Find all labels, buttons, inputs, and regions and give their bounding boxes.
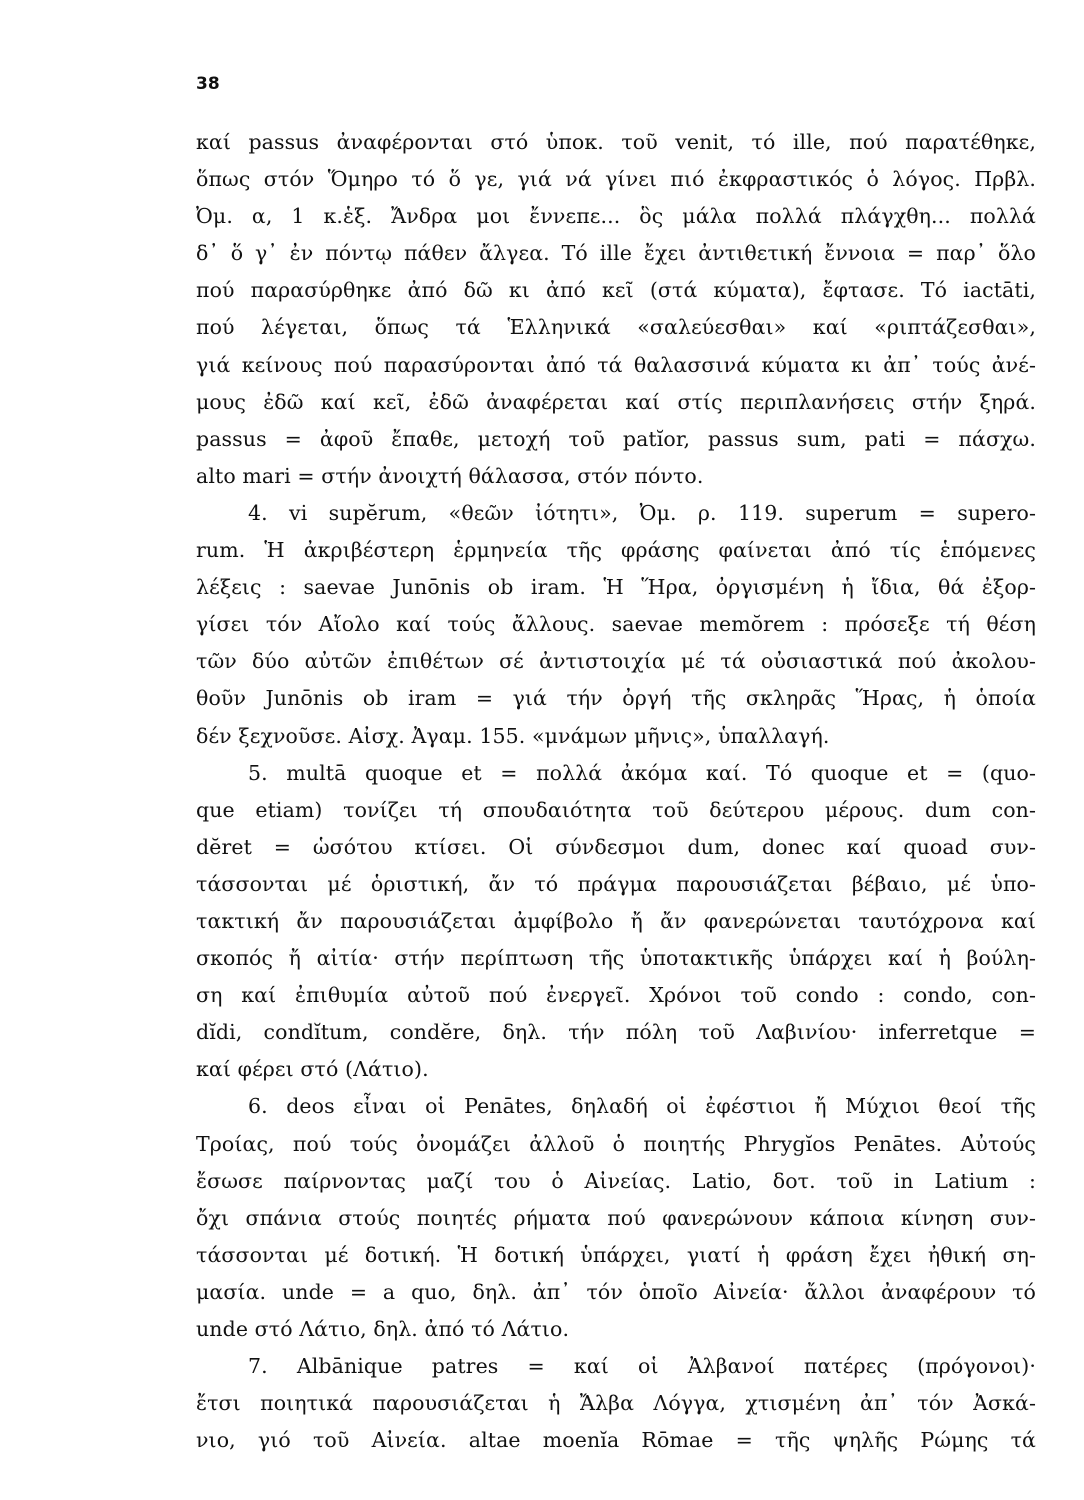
text-line: τακτική ἄν παρουσιάζεται ἀμφίβολο ἤ ἄν φανερώνεται ταυτόχρονα καί: [196, 908, 1036, 933]
text-line: τάσσονται μέ δοτική. Ἡ δοτική ὑπάρχει, γιατί ἡ φράση ἔχει ἠθική ση-: [196, 1242, 1036, 1267]
text-line: καί passus ἀναφέρονται στό ὑποκ. τοῦ venit, τό ille, πού παρατέθηκε,: [196, 130, 1036, 154]
text-line: ση καί ἐπιθυμία αὐτοῦ πού ἐνεργεῖ. Χρόνοι τοῦ condo : condo, con-: [196, 983, 1036, 1008]
text-line: que etiam) τονίζει τή σπουδαιότητα τοῦ δεύτερου μέρους. dum con-: [196, 797, 1036, 822]
text-line: γίσει τόν Αἴολο καί τούς ἄλλους. saevae memŏrem : πρόσεξε τή θέση: [196, 612, 1036, 637]
text-line: λέξεις : saevae Junōnis ob iram. Ἡ Ἥρα, ὀργισμένη ἡ ἴδια, θά ἐξορ-: [196, 575, 1036, 600]
text-line: passus = ἀφοῦ ἔπαθε, μετοχή τοῦ patĭor, passus sum, pati = πάσχω.: [196, 426, 1036, 451]
body-text: [196, 124, 1036, 1459]
text-line: πού παρασύρθηκε ἀπό δῶ κι ἀπό κεῖ (στά κύματα), ἔφτασε. Τό iactāti,: [196, 278, 1036, 303]
text-line: alto mari = στήν ἀνοιχτή θάλασσα, στόν πόντο.: [196, 463, 704, 488]
text-line: δέν ξεχνοῦσε. Αἰσχ. Ἀγαμ. 155. «μνάμων μῆνις», ὑπαλλαγή.: [196, 723, 830, 748]
text-line: μασία. unde = a quo, δηλ. ἀπ᾽ τόν ὁποῖο Αἰνεία· ἄλλοι ἀναφέρουν τό: [196, 1279, 1036, 1304]
text-line: dĕret = ὡσότου κτίσει. Οἱ σύνδεσμοι dum, donec καί quoad συν-: [196, 834, 1036, 859]
text-line: dĭdi, condĭtum, condĕre, δηλ. τήν πόλη τοῦ Λαβινίου· inferretque =: [196, 1020, 1036, 1045]
text-line: rum. Ἡ ἀκριβέστερη ἑρμηνεία τῆς φράσης φαίνεται ἀπό τίς ἑπόμενες: [196, 538, 1036, 563]
text-line: μους ἐδῶ καί κεῖ, ἐδῶ ἀναφέρεται καί στίς περιπλανήσεις στήν ξηρά.: [196, 389, 1036, 414]
text-line: γιά κείνους πού παρασύρονται ἀπό τά θαλασσινά κύματα κι ἀπ᾽ τούς ἀνέ-: [196, 352, 1036, 377]
text-line: δ᾽ ὅ γ᾽ ἐν πόντῳ πάθεν ἄλγεα. Τό ille ἔχει ἀντιθετική ἔννοια = παρ᾽ ὅλο: [196, 241, 1036, 266]
text-line: νιο, γιό τοῦ Αἰνεία. altae moenĭa Rōmae = τῆς ψηλῆς Ρώμης τά: [196, 1428, 1036, 1453]
text-line: καί φέρει στό (Λάτιο).: [196, 1057, 429, 1082]
text-line: πού λέγεται, ὅπως τά Ἑλληνικά «σαλεύεσθαι» καί «ριπτάζεσθαι»,: [196, 315, 1036, 340]
text-line: ἔσωσε παίρνοντας μαζί του ὁ Αἰνείας. Latio, δοτ. τοῦ in Latium :: [196, 1168, 1036, 1193]
text-line: ὄχι σπάνια στούς ποιητές ρήματα πού φανερώνουν κάποια κίνηση συν-: [196, 1205, 1036, 1230]
text-line: Ὀμ. α, 1 κ.ἑξ. Ἄνδρα μοι ἔννεπε... ὃς μάλα πολλά πλάγχθη... πολλά: [196, 204, 1036, 229]
page-number: 38: [196, 74, 220, 94]
text-line: σκοπός ἤ αἰτία· στήν περίπτωση τῆς ὑποτακτικῆς ὑπάρχει καί ἡ βούλη-: [196, 946, 1036, 971]
text-line: Τροίας, πού τούς ὀνομάζει ἀλλοῦ ὁ ποιητής Phrygĭos Penātes. Αὐτούς: [196, 1131, 1036, 1156]
text-line: ἔτσι ποιητικά παρουσιάζεται ἡ Ἄλβα Λόγγα, χτισμένη ἀπ᾽ τόν Ἀσκά-: [196, 1391, 1036, 1416]
text-line: unde στό Λάτιο, δηλ. ἀπό τό Λάτιο.: [196, 1317, 570, 1341]
text-line: 7. Albānique patres = καί οἱ Ἀλβανοί πατέρες (πρόγονοι)·: [248, 1354, 1036, 1379]
text-line: 6. deos εἶναι οἱ Penātes, δηλαδή οἱ ἐφέστιοι ἤ Μύχιοι θεοί τῆς: [248, 1094, 1036, 1119]
text-line: τάσσονται μέ ὁριστική, ἄν τό πράγμα παρουσιάζεται βέβαιο, μέ ὑπο-: [196, 871, 1036, 896]
text-line: 4. vi supĕrum, «θεῶν ἰότητι», Ὀμ. ρ. 119. superum = supero-: [248, 500, 1036, 525]
text-line: 5. multā quoque et = πολλά ἀκόμα καί. Τό quoque et = (quo-: [248, 760, 1036, 785]
text-line: τῶν δύο αὐτῶν ἐπιθέτων σέ ἀντιστοιχία μέ τά οὐσιαστικά πού ἀκολου-: [196, 649, 1036, 674]
text-line: ὅπως στόν Ὅμηρο τό ὅ γε, γιά νά γίνει πιό ἐκφραστικός ὁ λόγος. Πρβλ.: [196, 167, 1036, 192]
text-line: θοῦν Junōnis ob iram = γιά τήν ὀργή τῆς σκληρᾶς Ἥρας, ἡ ὁποία: [196, 686, 1036, 711]
